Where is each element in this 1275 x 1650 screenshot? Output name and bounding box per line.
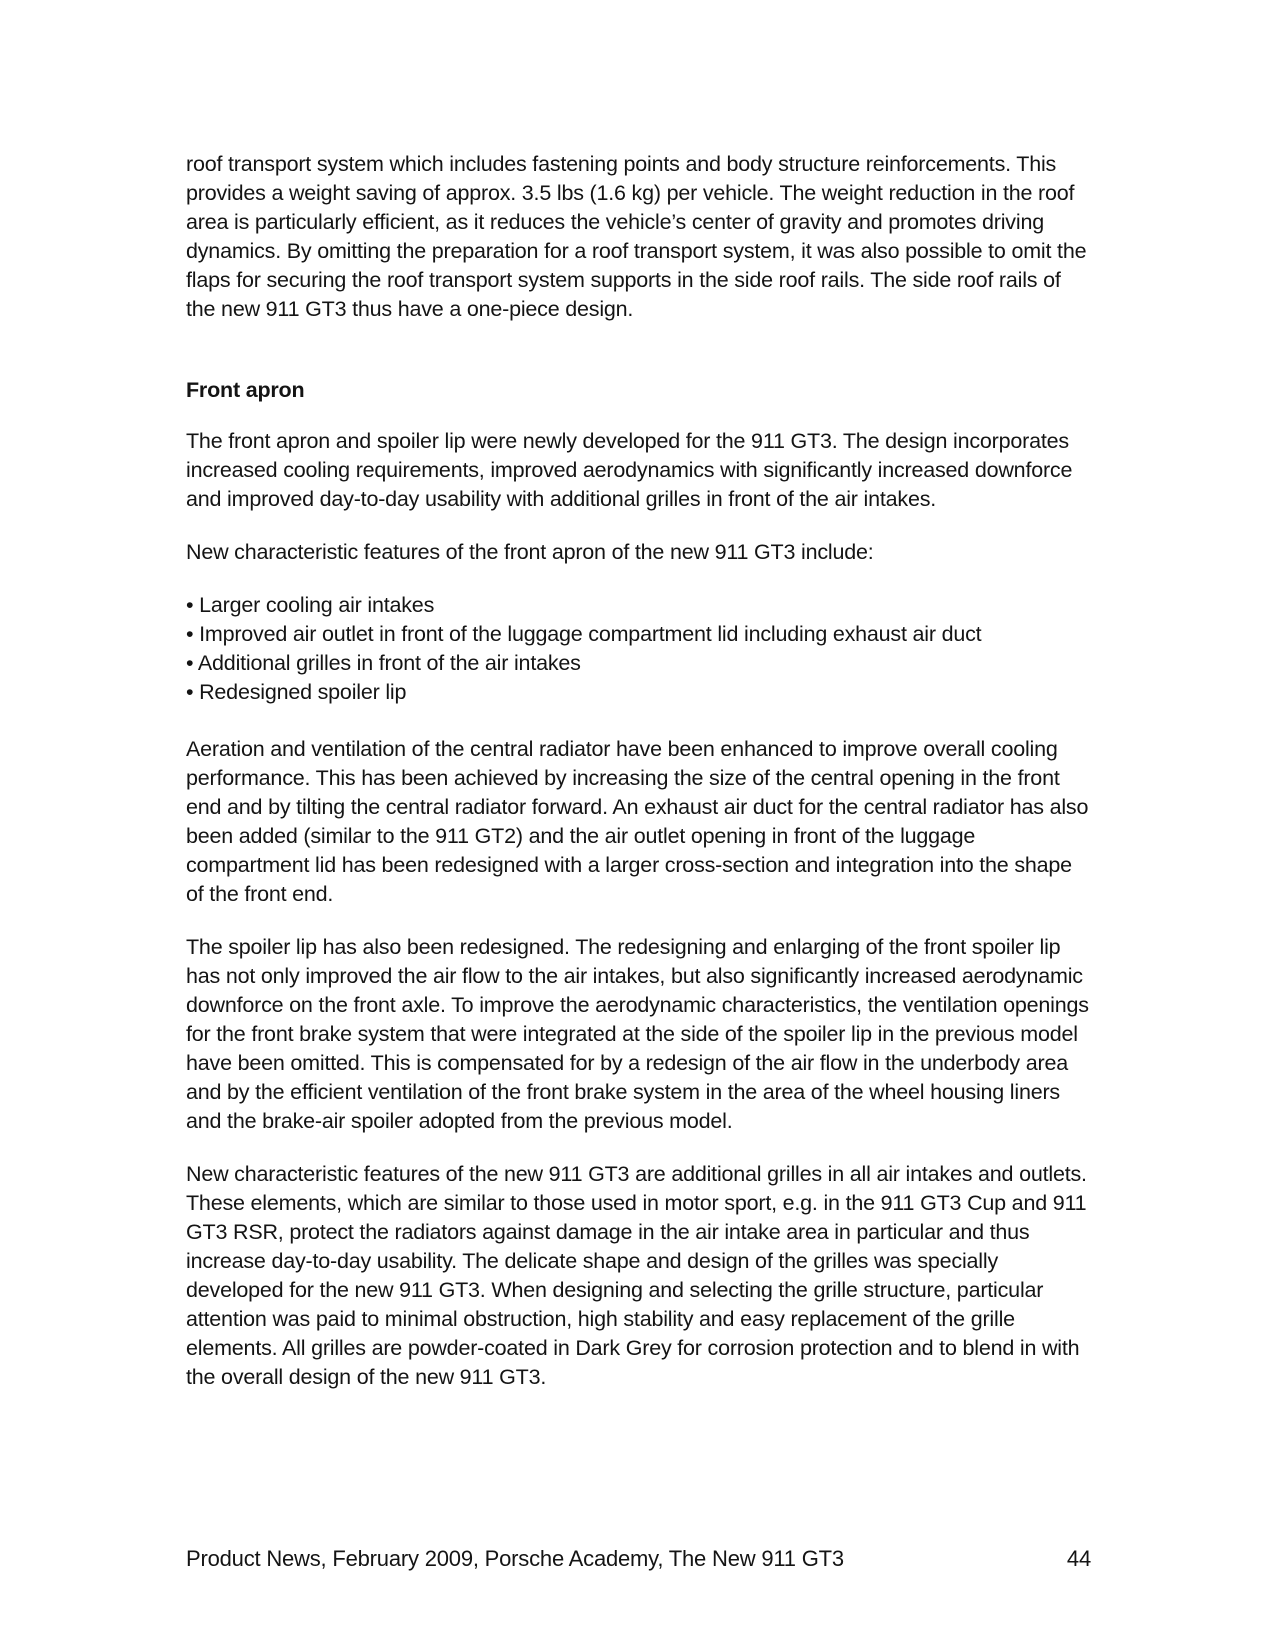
list-item: • Improved air outlet in front of the luggage compartment lid including exhaust air duct	[186, 622, 982, 646]
section-paragraph-4: New characteristic features of the new 911 GT3 are additional grilles in all air intakes and outlets. These elements, which are similar to those used in motor sport, e.g. in the 911 GT3 Cup and 911 GT3 RSR, protect the radiators against damage in the air intake area in particular and thus increase day-to-day usability. The delicate shape and design of the grilles was specially developed for the new 911 GT3. When designing and selecting the grille structure, particular attention was paid to minimal obstruction, high stability and easy replacement of the grille elements. All grilles are powder-coated in Dark Grey for corrosion protection and to blend in with the overall design of the new 911 GT3.	[186, 1162, 1087, 1389]
section-paragraph-3: The spoiler lip has also been redesigned. The redesigning and enlarging of the front spoiler lip has not only improved the air flow to the air intakes, but also significantly increased aerodynamic downforce on the front axle. To improve the aerodynamic characteristics, the ventilation openings for the front brake system that were integrated at the side of the spoiler lip in the previous model have been omitted. This is compensated for by a redesign of the air flow in the underbody area and by the efficient ventilation of the front brake system in the area of the wheel housing liners and the brake-air spoiler adopted from the previous model.	[186, 935, 1089, 1133]
spacer	[186, 909, 1091, 933]
spacer	[186, 514, 1091, 538]
document-body	[186, 150, 1091, 1392]
page-number: 44	[1066, 1546, 1091, 1571]
footer-source: Product News, February 2009, Porsche Academy, The New 911 GT3	[186, 1546, 844, 1571]
spacer	[186, 324, 1091, 376]
list-intro: New characteristic features of the front apron of the new 911 GT3 include:	[186, 540, 874, 564]
list-item: • Larger cooling air intakes	[186, 593, 435, 617]
section-paragraph-2: Aeration and ventilation of the central radiator have been enhanced to improve overall cooling performance. This has been achieved by increasing the size of the central opening in the front end and by tilting the central radiator forward. An exhaust air duct for the central radiator has also been added (similar to the 911 GT2) and the air outlet opening in front of the luggage compartment lid has been redesigned with a larger cross-section and integration into the shape of the front end.	[186, 737, 1089, 906]
section-heading: Front apron	[186, 378, 305, 402]
spacer	[186, 567, 1091, 591]
intro-paragraph: roof transport system which includes fastening points and body structure reinforcements. This provides a weight saving of approx. 3.5 lbs (1.6 kg) per vehicle. The weight reduction in the roof area is particularly efficient, as it reduces the vehicle’s center of gravity and promotes driving dynamics. By omitting the preparation for a roof transport system, it was also possible to omit the flaps for securing the roof transport system supports in the side roof rails. The side roof rails of the new 911 GT3 thus have a one-piece design.	[186, 152, 1087, 321]
spacer	[186, 707, 1091, 735]
section-paragraph-1: The front apron and spoiler lip were newly developed for the 911 GT3. The design incorporates increased cooling requirements, improved aerodynamics with significantly increased downforce and improved day-to-day usability with additional grilles in front of the air intakes.	[186, 429, 1073, 511]
feature-list	[186, 591, 1091, 707]
spacer	[186, 405, 1091, 427]
list-item: • Redesigned spoiler lip	[186, 680, 407, 704]
list-item: • Additional grilles in front of the air intakes	[186, 651, 581, 675]
spacer	[186, 1136, 1091, 1160]
